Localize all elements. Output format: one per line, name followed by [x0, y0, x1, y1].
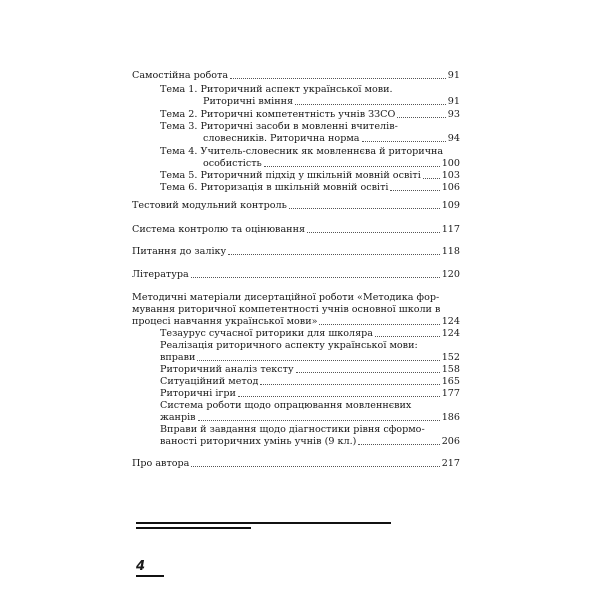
toc-entry-topic3-line1: Тема 3. Риторичні засоби в мовленні вчителів- [160, 121, 398, 132]
toc-entry-tasks: ваності риторичних умінь учнів (9 кл.) 206 [160, 436, 460, 447]
toc-entry-realization: вправи 152 [160, 352, 460, 363]
toc-entry-method-line2: мування риторичної компетентності учнів основної школи в [132, 304, 441, 315]
toc-entry-topic5: Тема 5. Риторичний підхід у шкільній мовній освіті 103 [160, 170, 460, 181]
toc-entry-topic4: особистість 100 [203, 158, 460, 169]
toc-entry-text-analysis: Риторичний аналіз тексту 158 [160, 364, 460, 375]
toc-entry-system-line1: Система роботи щодо опрацювання мовленнєвих [160, 400, 412, 411]
toc-entry-method: процесі навчання української мови» 124 [132, 316, 460, 327]
toc-entry-self-work: Самостійна робота 91 [132, 70, 460, 81]
toc-entry-topic3: словесників. Риторична норма 94 [203, 133, 460, 144]
toc-entry-method-line1: Методичні матеріали дисертаційної роботи «Методика фор- [132, 292, 440, 303]
toc-entry-thesaurus: Тезаурус сучасної риторики для школяра 124 [160, 328, 460, 339]
toc-entry-exam-questions: Питання до заліку 118 [132, 246, 460, 257]
toc-entry-topic1: Риторичні вміння 91 [203, 96, 460, 107]
toc-entry-topic6: Тема 6. Риторизація в шкільній мовній освіті 106 [160, 182, 460, 193]
toc-entry-grading: Система контролю та оцінювання 117 [132, 224, 460, 235]
toc-entry-test-control: Тестовий модульний контроль 109 [132, 200, 460, 211]
toc-entry-realization-line1: Реалізація риторичного аспекту української мови: [160, 340, 418, 351]
toc-entry-system: жанрів 186 [160, 412, 460, 423]
toc-entry-topic1-line1: Тема 1. Риторичний аспект української мови. [160, 84, 393, 95]
page-number-underline [136, 575, 164, 577]
page-number: 4 [136, 559, 146, 574]
toc-entry-literature: Література 120 [132, 269, 460, 280]
toc-entry-games: Риторичні ігри 177 [160, 388, 460, 399]
toc-entry-topic2: Тема 2. Риторичні компетентність учнів ЗЗСО 93 [160, 109, 460, 120]
toc-entry-situational: Ситуаційний метод 165 [160, 376, 460, 387]
toc-entry-tasks-line1: Вправи й завдання щодо діагностики рівня сформо- [160, 424, 425, 435]
toc-entry-topic4-line1: Тема 4. Учитель-словесник як мовленнєва й риторична [160, 146, 444, 157]
footer-rule-short [136, 527, 251, 529]
footer-rule-long [136, 522, 391, 524]
toc-entry-about-author: Про автора 217 [132, 458, 460, 469]
